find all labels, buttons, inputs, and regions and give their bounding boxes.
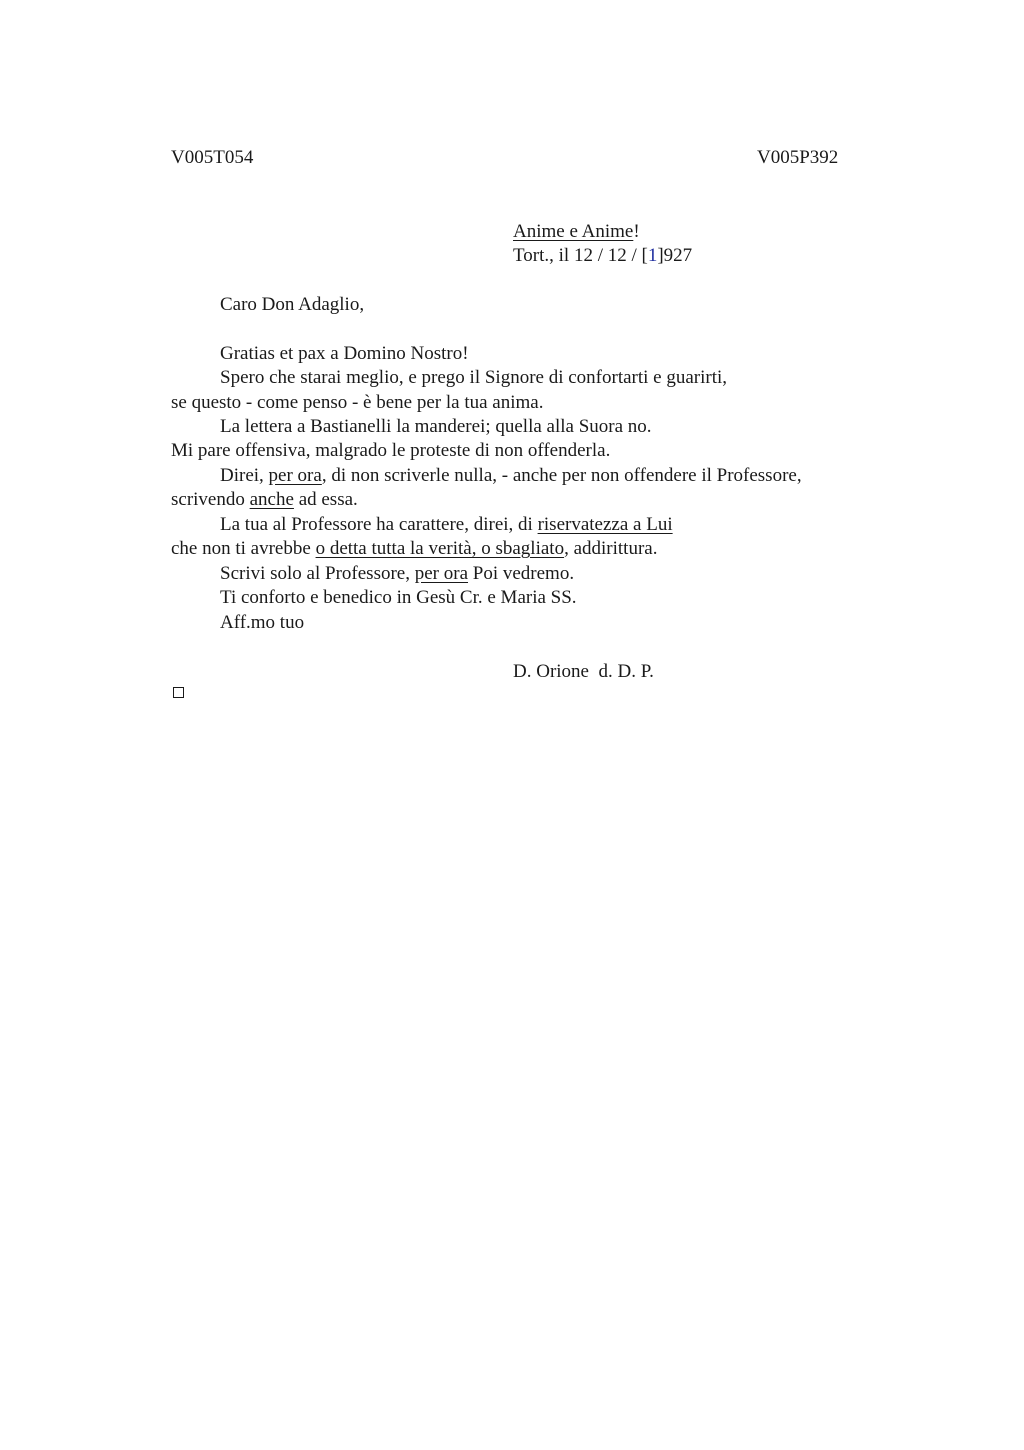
end-marker-square-icon	[173, 687, 184, 698]
letter-line-8-a: La tua al Professore ha carattere, direi, di	[220, 514, 538, 535]
document-code-left: V005T054	[171, 147, 254, 168]
letter-line-6-b: , di non scriverle nulla, - anche per non offendere il Professore,	[321, 465, 802, 486]
letter-line-2: Spero che starai meglio, e prego il Signore di confortarti e guarirti,	[220, 367, 728, 388]
letter-line-11: Ti conforto e benedico in Gesù Cr. e Maria SS.	[220, 587, 577, 608]
letter-line-3: se questo - come penso - è bene per la tua anima.	[171, 392, 544, 413]
letter-title-underlined: Anime e Anime	[513, 221, 634, 242]
letter-line-10-b: Poi vedremo.	[468, 563, 575, 584]
letter-line-9-a: che non ti avrebbe	[171, 538, 316, 559]
letter-title-suffix: !	[633, 221, 640, 242]
letter-closing: Aff.mo tuo	[220, 612, 305, 633]
letter-line-9-b: , addirittura.	[564, 538, 658, 559]
letter-line-7-b: ad essa.	[293, 489, 358, 510]
letter-line-6	[220, 464, 802, 488]
letter-title	[513, 220, 640, 244]
document-code-right: V005P392	[757, 147, 839, 168]
letter-line-4: La lettera a Bastianelli la manderei; quella alla Suora no.	[220, 416, 652, 437]
letter-date-suffix: ]927	[657, 245, 693, 266]
letter-date	[513, 244, 692, 268]
letter-line-10-a: Scrivi solo al Professore,	[220, 563, 415, 584]
letter-line-9	[171, 537, 657, 561]
letter-line-6-a: Direi,	[220, 465, 269, 486]
letter-line-10	[220, 562, 574, 586]
letter-line-7-underlined: anche	[249, 489, 294, 510]
salutation: Caro Don Adaglio,	[220, 294, 365, 315]
letter-line-9-underlined: o detta tutta la verità, o sbagliato	[315, 538, 565, 559]
letter-date-prefix: Tort., il 12 / 12 / [	[513, 245, 648, 266]
letter-line-1: Gratias et pax a Domino Nostro!	[220, 343, 469, 364]
letter-line-7-a: scrivendo	[171, 489, 250, 510]
letter-line-6-underlined: per ora	[268, 465, 322, 486]
letter-line-7	[171, 488, 358, 512]
signature: D. Orione d. D. P.	[513, 661, 654, 682]
letter-date-digit: 1	[647, 245, 658, 266]
letter-line-8	[220, 513, 673, 537]
letter-line-10-underlined: per ora	[414, 563, 469, 584]
letter-line-5: Mi pare offensiva, malgrado le proteste di non offenderla.	[171, 440, 611, 461]
letter-line-8-underlined: riservatezza a Lui	[537, 514, 673, 535]
